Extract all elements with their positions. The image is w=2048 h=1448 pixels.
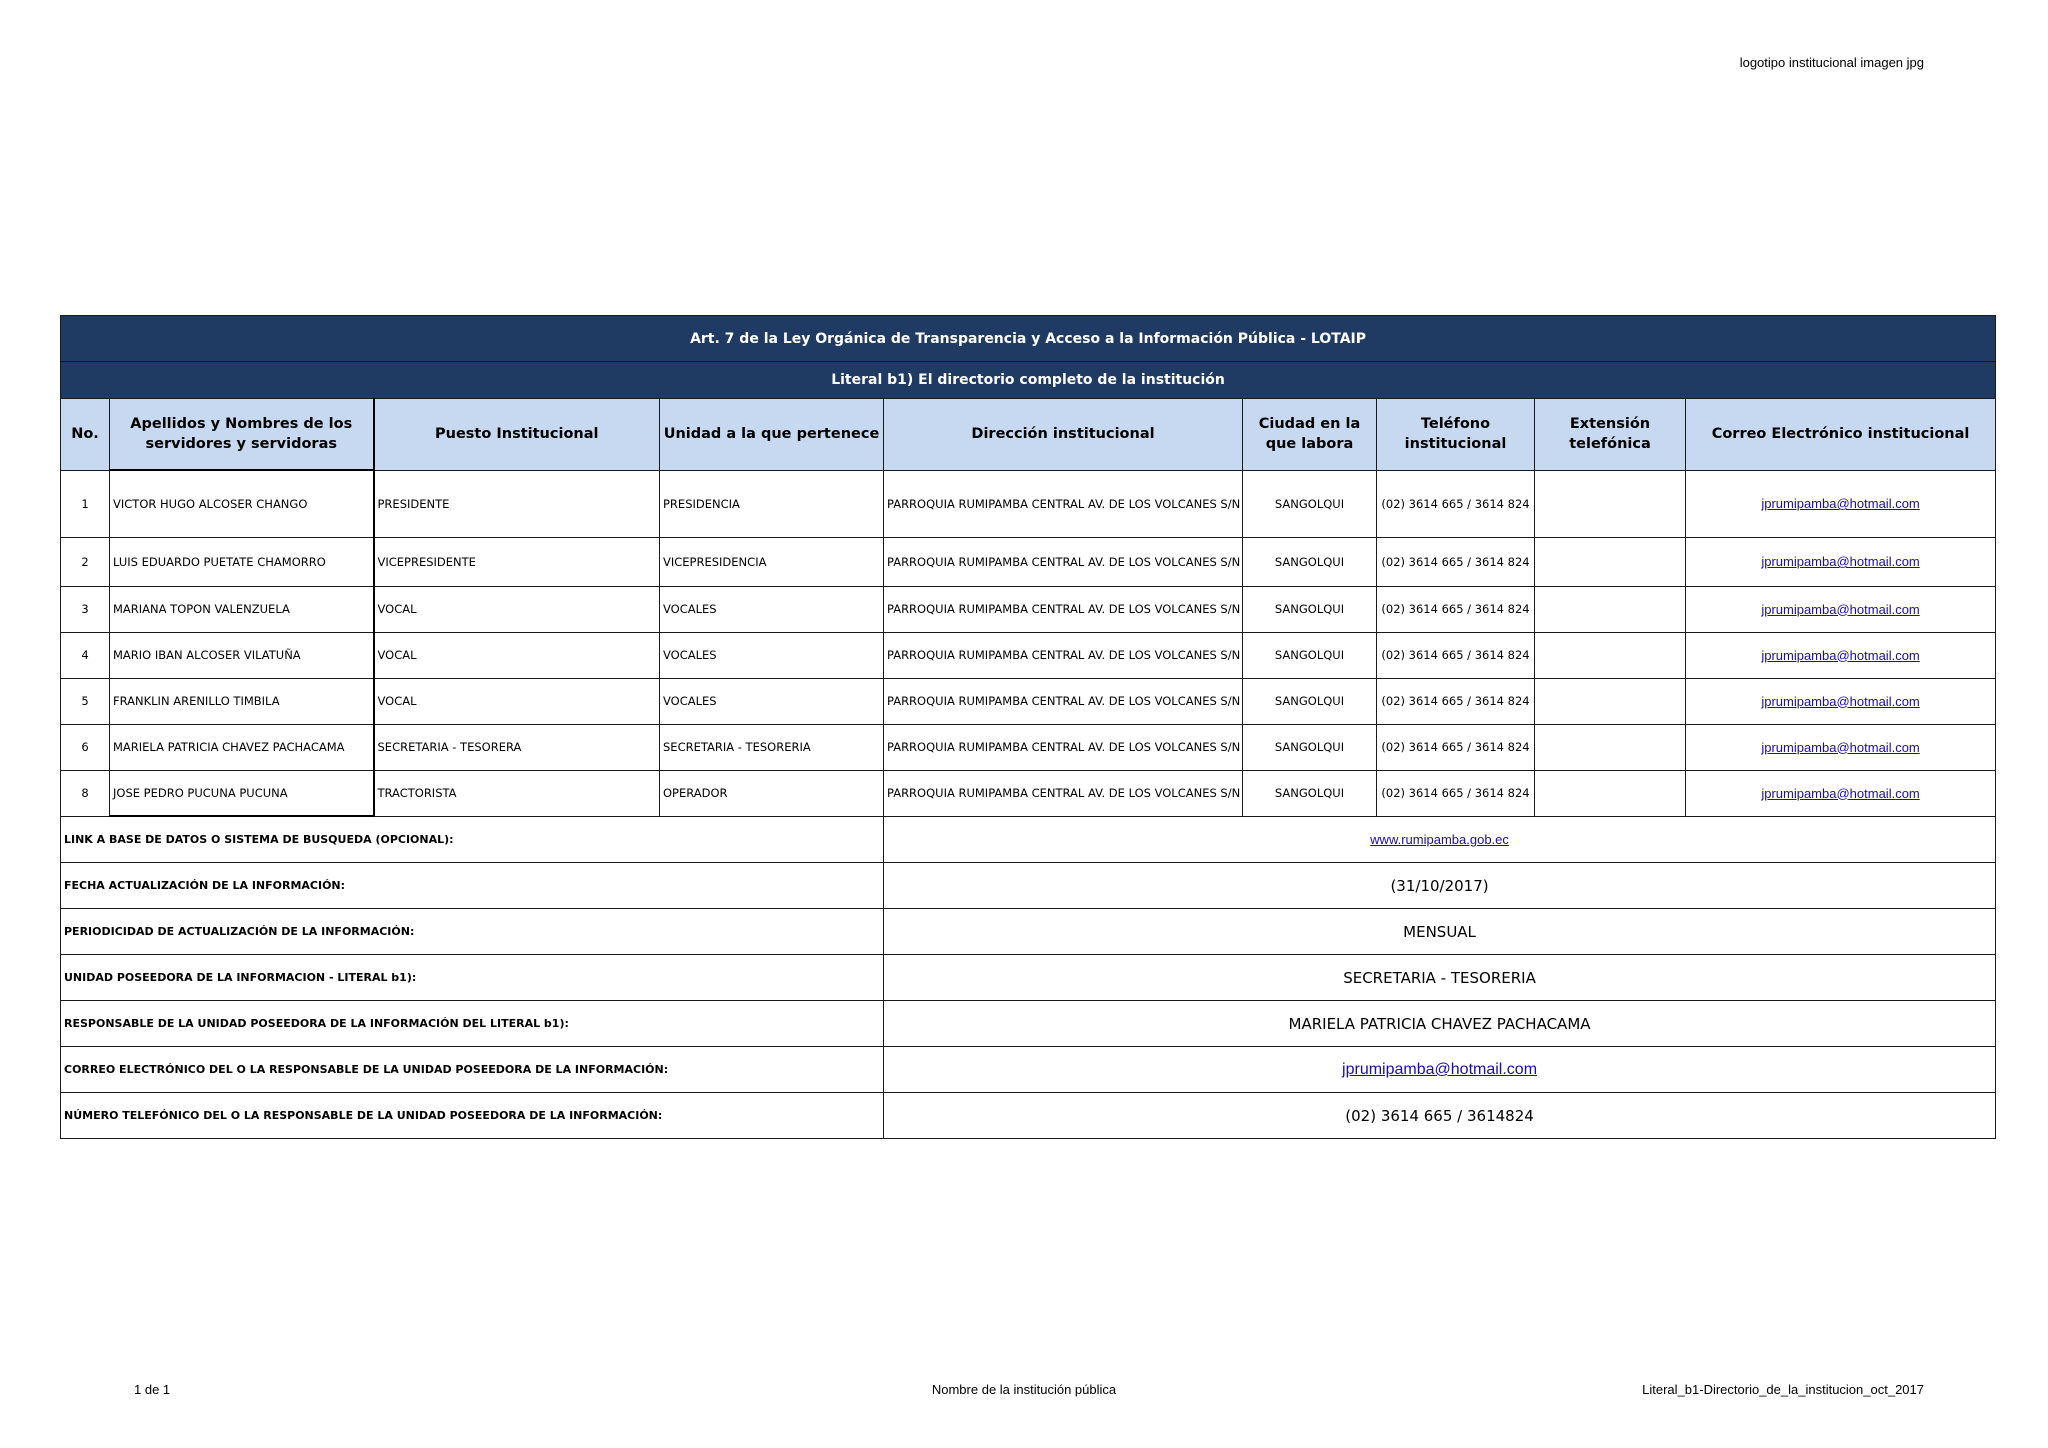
info-label-phone: NÚMERO TELEFÓNICO DEL O LA RESPONSABLE DE LA UNIDAD POSEEDORA DE LA INFORMACIÓN:: [61, 1093, 884, 1139]
cell-no: 3: [61, 586, 110, 632]
info-value-date: (31/10/2017): [884, 863, 1996, 909]
info-label-responsible: RESPONSABLE DE LA UNIDAD POSEEDORA DE LA INFORMACIÓN DEL LITERAL b1):: [61, 1001, 884, 1047]
cell-extension: [1535, 470, 1686, 537]
info-label-unit: UNIDAD POSEEDORA DE LA INFORMACION - LITERAL b1):: [61, 955, 884, 1001]
cell-email: [1686, 586, 1996, 632]
cell-no: 5: [61, 678, 110, 724]
col-header-address: Dirección institucional: [884, 399, 1243, 471]
cell-name: MARIANA TOPON VALENZUELA: [110, 586, 374, 632]
email-link[interactable]: jprumipamba@hotmail.com: [1761, 496, 1920, 511]
cell-address: PARROQUIA RUMIPAMBA CENTRAL AV. DE LOS VOLCANES S/N: [884, 724, 1243, 770]
col-header-no: No.: [61, 399, 110, 471]
cell-phone: (02) 3614 665 / 3614 824: [1377, 632, 1535, 678]
info-row-link: [61, 816, 1996, 863]
cell-position: VOCAL: [374, 678, 660, 724]
cell-position: VOCAL: [374, 586, 660, 632]
info-row-date: [61, 863, 1996, 909]
info-label-date: FECHA ACTUALIZACIÓN DE LA INFORMACIÓN:: [61, 863, 884, 909]
col-header-unit: Unidad a la que pertenece: [660, 399, 884, 471]
cell-address: PARROQUIA RUMIPAMBA CENTRAL AV. DE LOS VOLCANES S/N: [884, 586, 1243, 632]
col-header-name: Apellidos y Nombres de los servidores y servidoras: [110, 399, 374, 471]
cell-unit: SECRETARIA - TESORERIA: [660, 724, 884, 770]
col-header-position: Puesto Institucional: [374, 399, 660, 471]
directory-table: [60, 315, 1996, 1139]
table-row: [61, 770, 1996, 816]
cell-city: SANGOLQUI: [1243, 632, 1377, 678]
email-link[interactable]: jprumipamba@hotmail.com: [1761, 601, 1920, 617]
cell-position: VICEPRESIDENTE: [374, 537, 660, 586]
info-value-unit: SECRETARIA - TESORERIA: [884, 955, 1996, 1001]
col-header-extension: Extensión telefónica: [1535, 399, 1686, 471]
email-link[interactable]: jprumipamba@hotmail.com: [1761, 785, 1920, 801]
info-label-link: LINK A BASE DE DATOS O SISTEMA DE BUSQUEDA (OPCIONAL):: [61, 816, 884, 863]
cell-address: PARROQUIA RUMIPAMBA CENTRAL AV. DE LOS VOLCANES S/N: [884, 678, 1243, 724]
cell-address: PARROQUIA RUMIPAMBA CENTRAL AV. DE LOS VOLCANES S/N: [884, 470, 1243, 537]
cell-no: 6: [61, 724, 110, 770]
info-row-email: [61, 1047, 1996, 1093]
cell-unit: VOCALES: [660, 678, 884, 724]
cell-no: 8: [61, 770, 110, 816]
cell-email: [1686, 770, 1996, 816]
info-value-phone: (02) 3614 665 / 3614824: [884, 1093, 1996, 1139]
cell-position: TRACTORISTA: [374, 770, 660, 816]
cell-position: VOCAL: [374, 632, 660, 678]
cell-no: 4: [61, 632, 110, 678]
cell-extension: [1535, 537, 1686, 586]
cell-phone: (02) 3614 665 / 3614 824: [1377, 586, 1535, 632]
info-row-unit: [61, 955, 1996, 1001]
cell-email: [1686, 537, 1996, 586]
header-logo-note: logotipo institucional imagen jpg: [1739, 55, 1924, 70]
cell-position: SECRETARIA - TESORERA: [374, 724, 660, 770]
cell-city: SANGOLQUI: [1243, 470, 1377, 537]
page-subtitle: Literal b1) El directorio completo de la institución: [61, 362, 1996, 399]
info-label-period: PERIODICIDAD DE ACTUALIZACIÓN DE LA INFORMACIÓN:: [61, 909, 884, 955]
email-link[interactable]: jprumipamba@hotmail.com: [1761, 554, 1920, 569]
info-value-email: [884, 1047, 1996, 1093]
email-link[interactable]: jprumipamba@hotmail.com: [1761, 693, 1920, 709]
cell-name: MARIELA PATRICIA CHAVEZ PACHACAMA: [110, 724, 374, 770]
cell-email: [1686, 632, 1996, 678]
col-header-email: Correo Electrónico institucional: [1686, 399, 1996, 471]
col-header-city: Ciudad en la que labora: [1243, 399, 1377, 471]
cell-address: PARROQUIA RUMIPAMBA CENTRAL AV. DE LOS VOLCANES S/N: [884, 770, 1243, 816]
table-row: [61, 632, 1996, 678]
cell-unit: PRESIDENCIA: [660, 470, 884, 537]
cell-no: 1: [61, 470, 110, 537]
email-link[interactable]: jprumipamba@hotmail.com: [1761, 739, 1920, 755]
cell-email: [1686, 470, 1996, 537]
cell-phone: (02) 3614 665 / 3614 824: [1377, 537, 1535, 586]
cell-address: PARROQUIA RUMIPAMBA CENTRAL AV. DE LOS VOLCANES S/N: [884, 537, 1243, 586]
cell-name: LUIS EDUARDO PUETATE CHAMORRO: [110, 537, 374, 586]
info-row-phone: [61, 1093, 1996, 1139]
cell-extension: [1535, 586, 1686, 632]
cell-email: [1686, 724, 1996, 770]
page-title: Art. 7 de la Ley Orgánica de Transparencia y Acceso a la Información Pública - LOTAIP: [61, 316, 1996, 362]
col-header-phone: Teléfono institucional: [1377, 399, 1535, 471]
cell-email: [1686, 678, 1996, 724]
cell-extension: [1535, 632, 1686, 678]
cell-city: SANGOLQUI: [1243, 537, 1377, 586]
email-link[interactable]: jprumipamba@hotmail.com: [1761, 647, 1920, 663]
info-label-email: CORREO ELECTRÓNICO DEL O LA RESPONSABLE DE LA UNIDAD POSEEDORA DE LA INFORMACIÓN:: [61, 1047, 884, 1093]
cell-phone: (02) 3614 665 / 3614 824: [1377, 724, 1535, 770]
cell-name: JOSE PEDRO PUCUNA PUCUNA: [110, 770, 374, 816]
cell-no: 2: [61, 537, 110, 586]
cell-name: FRANKLIN ARENILLO TIMBILA: [110, 678, 374, 724]
info-value-responsible: MARIELA PATRICIA CHAVEZ PACHACAMA: [884, 1001, 1996, 1047]
cell-phone: (02) 3614 665 / 3614 824: [1377, 678, 1535, 724]
cell-name: VICTOR HUGO ALCOSER CHANGO: [110, 470, 374, 537]
cell-unit: VOCALES: [660, 632, 884, 678]
responsible-email-link[interactable]: jprumipamba@hotmail.com: [1342, 1061, 1538, 1078]
cell-city: SANGOLQUI: [1243, 586, 1377, 632]
cell-extension: [1535, 770, 1686, 816]
cell-name: MARIO IBAN ALCOSER VILATUÑA: [110, 632, 374, 678]
cell-unit: VICEPRESIDENCIA: [660, 537, 884, 586]
info-value-period: MENSUAL: [884, 909, 1996, 955]
cell-city: SANGOLQUI: [1243, 678, 1377, 724]
cell-extension: [1535, 678, 1686, 724]
info-row-period: [61, 909, 1996, 955]
cell-position: PRESIDENTE: [374, 470, 660, 537]
cell-unit: VOCALES: [660, 586, 884, 632]
cell-city: SANGOLQUI: [1243, 770, 1377, 816]
table-row: [61, 678, 1996, 724]
website-link[interactable]: www.rumipamba.gob.ec: [1370, 832, 1509, 848]
cell-unit: OPERADOR: [660, 770, 884, 816]
table-row: [61, 724, 1996, 770]
cell-extension: [1535, 724, 1686, 770]
cell-city: SANGOLQUI: [1243, 724, 1377, 770]
table-row: [61, 470, 1996, 537]
table-row: [61, 586, 1996, 632]
footer-institution: Nombre de la institución pública: [931, 1382, 1117, 1397]
footer-page-number: 1 de 1: [134, 1382, 171, 1397]
info-row-responsible: [61, 1001, 1996, 1047]
cell-phone: (02) 3614 665 / 3614 824: [1377, 770, 1535, 816]
footer-filename: Literal_b1-Directorio_de_la_institucion_oct_2017: [1642, 1382, 1924, 1397]
info-value-link: [884, 816, 1996, 863]
cell-address: PARROQUIA RUMIPAMBA CENTRAL AV. DE LOS VOLCANES S/N: [884, 632, 1243, 678]
cell-phone: (02) 3614 665 / 3614 824: [1377, 470, 1535, 537]
table-row: [61, 537, 1996, 586]
